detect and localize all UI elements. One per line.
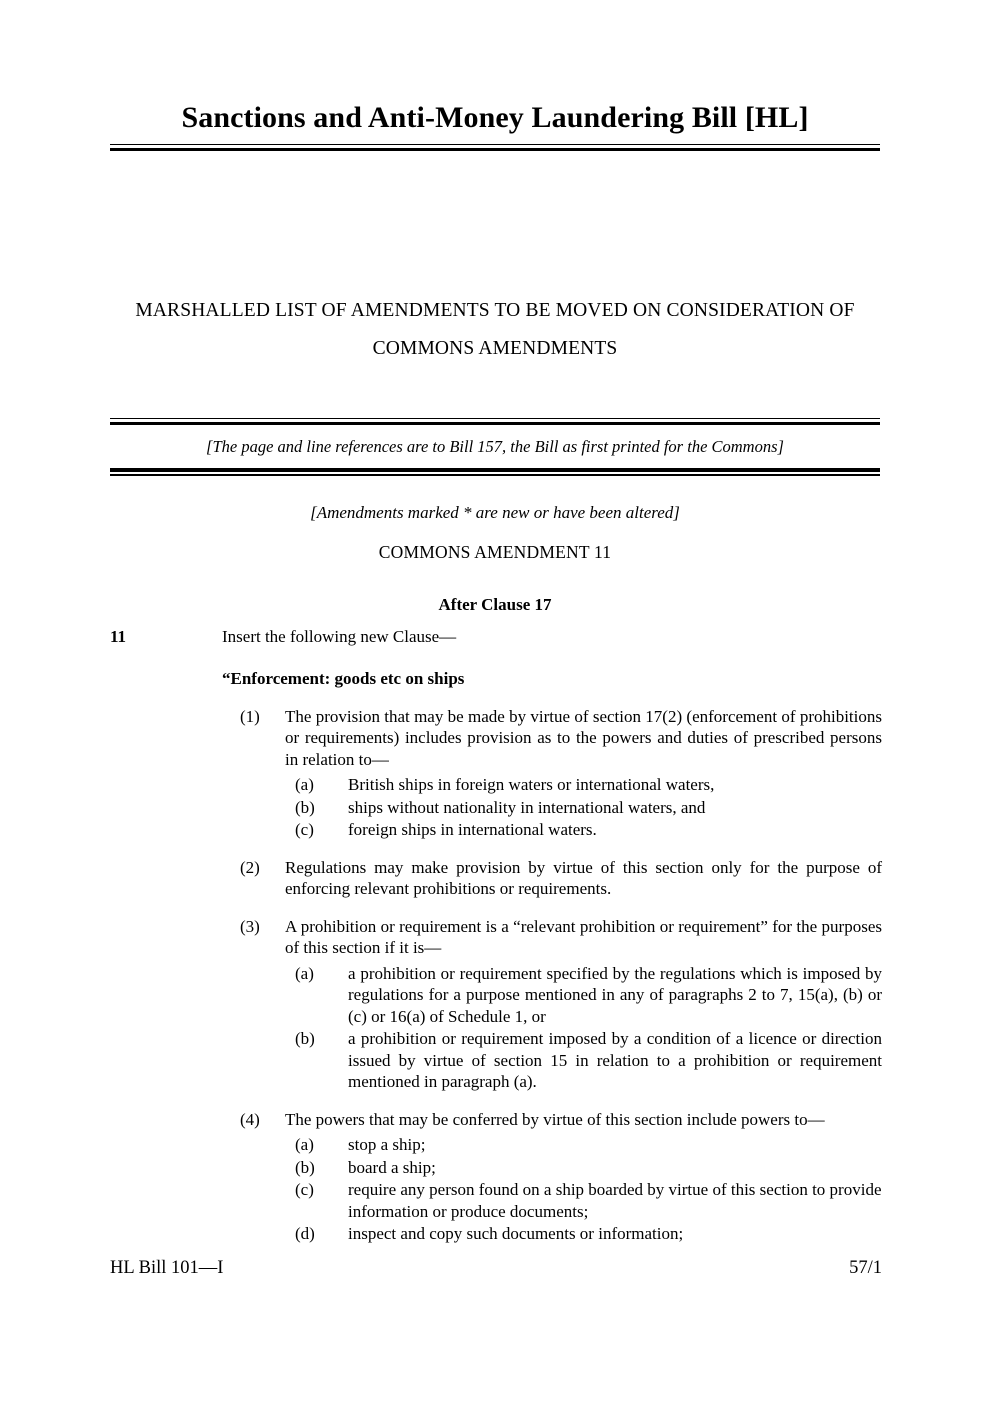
subsection-text: The provision that may be made by virtue of section 17(2) (enforcement of prohibitions or requirements) includes provision as to the powers and duties of prescribed persons in relation to—	[285, 706, 882, 769]
amendment-instruction: Insert the following new Clause—	[222, 627, 457, 646]
subsection-paragraph-list	[285, 963, 882, 1093]
list-item	[295, 774, 882, 796]
paragraph-marker: (c)	[295, 820, 314, 839]
paragraph-marker: (a)	[295, 1135, 314, 1154]
marshalled-list-heading-line-1: MARSHALLED LIST OF AMENDMENTS TO BE MOVED ON CONSIDERATION OF	[135, 300, 855, 321]
page-number: 57/1	[849, 1258, 882, 1278]
amendment-instruction-row	[110, 626, 882, 648]
subsection	[110, 857, 882, 900]
paragraph-text: a prohibition or requirement specified by the regulations which is imposed by regulations for a purpose mentioned in any of paragraphs 2 to 7, 15(a), (b) or (c) or 16(a) of Schedule 1, or	[348, 963, 882, 1026]
subsection-text: A prohibition or requirement is a “relevant prohibition or requirement” for the purposes of this section if it is—	[285, 916, 882, 957]
page-title: Sanctions and Anti-Money Laundering Bill [HL]	[181, 101, 809, 134]
paragraph-text: inspect and copy such documents or information;	[348, 1224, 684, 1243]
paragraph-text: stop a ship;	[348, 1135, 426, 1154]
subsection	[110, 1109, 882, 1245]
clause-heading: After Clause 17	[438, 595, 552, 614]
paragraph-marker: (c)	[295, 1180, 314, 1199]
bill-reference: HL Bill 101—I	[110, 1258, 224, 1278]
paragraph-text: board a ship;	[348, 1157, 436, 1177]
list-item	[295, 797, 882, 819]
paragraph-text: British ships in foreign waters or international waters,	[348, 775, 715, 794]
reference-note-box	[110, 418, 880, 476]
subsection-marker: (3)	[240, 916, 260, 936]
list-item	[295, 963, 882, 1028]
paragraph-text: require any person found on a ship boarded by virtue of this section to provide information or produce documents;	[348, 1180, 882, 1221]
list-item	[295, 1134, 882, 1156]
page-footer	[110, 1258, 882, 1279]
paragraph-text: a prohibition or requirement imposed by a condition of a licence or direction issued by virtue of section 15 in relation to a prohibition or requirement mentioned in paragraph (a).	[348, 1029, 882, 1091]
commons-amendment-heading: COMMONS AMENDMENT 11	[378, 542, 612, 562]
amendments-marked-note: [Amendments marked * are new or have been altered]	[310, 503, 680, 522]
reference-note-rule-bottom	[110, 468, 880, 475]
list-item	[295, 1028, 882, 1093]
paragraph-marker: (d)	[295, 1224, 315, 1243]
subsection	[110, 706, 882, 841]
new-clause-title: “Enforcement: goods etc on ships	[222, 669, 465, 688]
subsection-marker: (4)	[240, 1109, 260, 1129]
title-rule	[110, 144, 880, 151]
marshalled-list-heading-line-2: COMMONS AMENDMENTS	[372, 338, 618, 360]
paragraph-text: foreign ships in international waters.	[348, 820, 597, 839]
reference-note-text: [The page and line references are to Bill 157, the Bill as first printed for the Commons]	[206, 436, 784, 456]
amendment-number: 11	[110, 627, 127, 646]
subsection-text: The powers that may be conferred by virtue of this section include powers to—	[285, 1109, 825, 1129]
subsection	[110, 916, 882, 1093]
paragraph-marker: (b)	[295, 1029, 315, 1048]
paragraph-marker: (b)	[295, 797, 315, 817]
amendment-body	[110, 626, 882, 1245]
paragraph-marker: (b)	[295, 1157, 315, 1177]
subsection-paragraph-list	[285, 774, 882, 841]
list-item	[295, 1157, 882, 1179]
title-block	[110, 100, 880, 151]
list-item	[295, 1223, 882, 1245]
list-item	[295, 819, 882, 841]
subsection-paragraph-list	[285, 1134, 882, 1245]
subsection-marker: (2)	[240, 857, 260, 877]
paragraph-text: ships without nationality in international waters, and	[348, 797, 706, 817]
paragraph-marker: (a)	[295, 963, 314, 983]
list-item	[295, 1179, 882, 1222]
marshalled-list-heading	[110, 292, 880, 368]
subsection-text: Regulations may make provision by virtue of this section only for the purpose of enforcing relevant prohibitions or requirements.	[285, 857, 882, 898]
subsection-marker: (1)	[240, 706, 260, 726]
paragraph-marker: (a)	[295, 775, 314, 794]
reference-note-rule-top	[110, 418, 880, 425]
